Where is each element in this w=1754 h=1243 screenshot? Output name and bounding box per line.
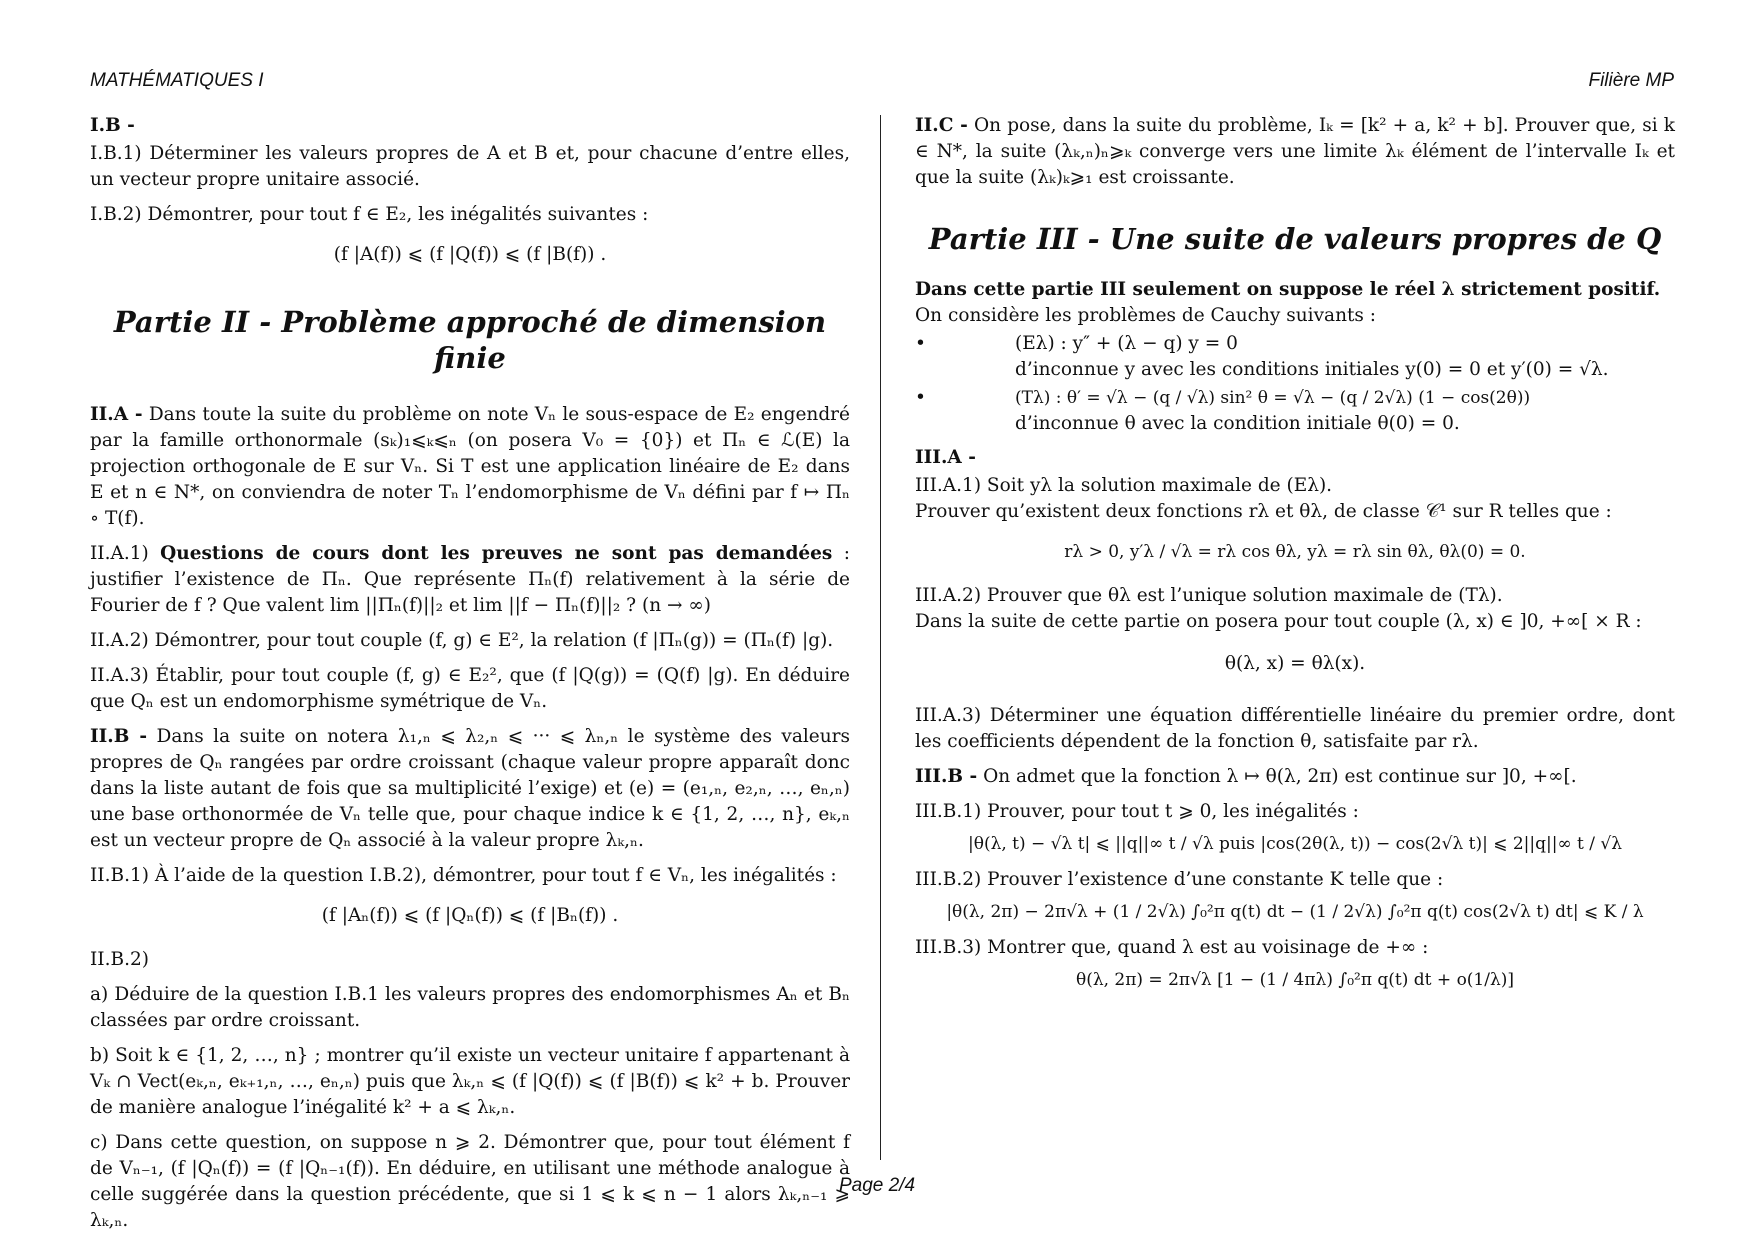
part-3-intro: On considère les problèmes de Cauchy suivants :	[915, 305, 1377, 326]
header-track: Filière MP	[1588, 70, 1674, 91]
page-number: Page 2/4	[838, 1175, 916, 1196]
bullet-marker: •	[915, 387, 926, 408]
section-iib-text: Dans la suite on notera λ₁,ₙ ⩽ λ₂,ₙ ⩽ ··· ⩽ λₙ,ₙ le système des valeurs propres de Qₙ rangées par ordre croissant (chaque valeur propre apparaît donc dans la liste autant de fois que sa multiplicité l’exige) et (e) = (e₁,ₙ, e₂,ₙ, …, eₙ,ₙ) une base orthonormée de Vₙ telle que, pour chaque indice k ∈ {1, 2, …, n}, eₖ,ₙ est un vecteur propre de Qₙ associé à la valeur propre λₖ,ₙ.	[90, 726, 850, 851]
question-iiib3: III.B.3) Montrer que, quand λ est au voisinage de +∞ :	[915, 937, 1429, 958]
section-iic-text: On pose, dans la suite du problème, Iₖ = [k² + a, k² + b]. Prouver que, si k ∈ N*, la suite (λₖ,ₙ)ₙ⩾ₖ converge vers une limite λₖ élément de l’intervalle Iₖ et que la suite (λₖ)ₖ⩾₁ est croissante.	[915, 115, 1675, 188]
question-iiia1: III.A.1) Soit yλ la solution maximale de (Eλ).	[915, 475, 1333, 496]
question-iib2c: c) Dans cette question, on suppose n ⩾ 2. Démontrer que, pour tout élément f de Vₙ₋₁, (f |Qₙ(f)) = (f |Qₙ₋₁(f)). En déduire, en utilisant une méthode analogue à celle suggérée dans la question précédente, que si 1 ⩽ k ⩽ n − 1 alors λₖ,ₙ₋₁ ⩾ λₖ,ₙ.	[90, 1132, 850, 1231]
question-iia2: II.A.2) Démontrer, pour tout couple (f, g) ∈ E², la relation (f |Πₙ(g)) = (Πₙ(f) |g).	[90, 630, 834, 651]
question-iiia2-body: Dans la suite de cette partie on posera pour tout couple (λ, x) ∈ ]0, +∞[ × R :	[915, 611, 1642, 632]
question-iia3: II.A.3) Établir, pour tout couple (f, g) ∈ E₂², que (f |Q(g)) = (Q(f) |g). En déduire que Qₙ est un endomorphisme symétrique de Vₙ.	[90, 665, 850, 712]
section-ib-heading: I.B -	[90, 115, 135, 136]
question-iib2: II.B.2)	[90, 949, 149, 970]
equation-iiib3: θ(λ, 2π) = 2π√λ [1 − (1 / 4πλ) ∫₀²π q(t) dt + o(1/λ)]	[1075, 970, 1515, 990]
cauchy-problem-e	[915, 331, 1675, 383]
section-iic	[915, 113, 1675, 191]
question-iia1-bold: Questions de cours dont les preuves ne sont pas demandées	[160, 543, 833, 564]
section-iib	[90, 724, 850, 854]
section-iib-heading: II.B -	[90, 726, 148, 747]
equation-iib1: (f |Aₙ(f)) ⩽ (f |Qₙ(f)) ⩽ (f |Bₙ(f)) .	[321, 905, 619, 926]
question-iia1-number: II.A.1)	[90, 543, 149, 564]
part-3-title: Partie III - Une suite de valeurs propres de Q	[928, 222, 1662, 256]
condition-e-lambda: d’inconnue y avec les conditions initiales y(0) = 0 et y′(0) = √λ.	[1015, 359, 1609, 380]
question-iia1	[90, 541, 850, 619]
section-iiib-text: On admet que la fonction λ ↦ θ(λ, 2π) est continue sur ]0, +∞[.	[983, 766, 1577, 787]
question-iib1: II.B.1) À l’aide de la question I.B.2), démontrer, pour tout f ∈ Vₙ, les inégalités :	[90, 865, 837, 886]
question-ib1: I.B.1) Déterminer les valeurs propres de A et B et, pour chacune d’entre elles, un vecteur propre unitaire associé.	[90, 143, 850, 190]
section-iia-text: Dans toute la suite du problème on note Vₙ le sous-espace de E₂ engendré par la famille orthonormale (sₖ)₁⩽ₖ⩽ₙ (on posera V₀ = {0}) et Πₙ ∈ ℒ(E) la projection orthogonale de E sur Vₙ. Si T est une application linéaire de E₂ dans E et n ∈ N*, on conviendra de noter Tₙ l’endomorphisme de Vₙ défini par f ↦ Πₙ ∘ T(f).	[90, 404, 850, 529]
header-subject: MATHÉMATIQUES I	[90, 70, 264, 91]
equation-iiib1: |θ(λ, t) − √λ t| ⩽ ||q||∞ t / √λ puis |cos(2θ(λ, t)) − cos(2√λ t)| ⩽ 2||q||∞ t / √λ	[967, 834, 1623, 854]
section-iia	[90, 402, 850, 532]
section-iiia-heading: III.A -	[915, 447, 976, 468]
section-iic-heading: II.C -	[915, 115, 968, 136]
question-iiib2: III.B.2) Prouver l’existence d’une constante K telle que :	[915, 869, 1444, 890]
right-column	[915, 113, 1675, 993]
question-iiib1: III.B.1) Prouver, pour tout t ⩾ 0, les inégalités :	[915, 801, 1359, 822]
left-column	[90, 113, 850, 1243]
question-iib2a: a) Déduire de la question I.B.1 les valeurs propres des endomorphismes Aₙ et Bₙ classées par ordre croissant.	[90, 984, 850, 1031]
question-iia1-text: : justifier l’existence de Πₙ. Que représente Πₙ(f) relativement à la série de Fourier de f ? Que valent lim ||Πₙ(f)||₂ et lim ||f − Πₙ(f)||₂ ? (n → ∞)	[90, 543, 850, 616]
bullet-marker: •	[915, 333, 926, 354]
part-3-assumption: Dans cette partie III seulement on suppose le réel λ strictement positif.	[915, 279, 1661, 300]
column-divider	[880, 115, 881, 1160]
part-2-title: Partie II - Problème approché de dimension finie	[113, 305, 827, 375]
equation-iiib2: |θ(λ, 2π) − 2π√λ + (1 / 2√λ) ∫₀²π q(t) dt − (1 / 2√λ) ∫₀²π q(t) cos(2√λ t) dt| ⩽ K / λ	[946, 902, 1644, 922]
section-iiib	[915, 764, 1675, 790]
equation-iiia2: θ(λ, x) = θλ(x).	[1224, 653, 1366, 674]
question-iiia2: III.A.2) Prouver que θλ est l’unique solution maximale de (Tλ).	[915, 585, 1503, 606]
question-iiia3: III.A.3) Déterminer une équation différentielle linéaire du premier ordre, dont les coefficients dépendent de la fonction θ, satisfaite par rλ.	[915, 705, 1675, 752]
question-iib2b: b) Soit k ∈ {1, 2, …, n} ; montrer qu’il existe un vecteur unitaire f appartenant à Vₖ ∩ Vect(eₖ,ₙ, eₖ₊₁,ₙ, …, eₙ,ₙ) puis que λₖ,ₙ ⩽ (f |Q(f)) ⩽ (f |B(f)) ⩽ k² + b. Prouver de manière analogue l’inégalité k² + a ⩽ λₖ,ₙ.	[90, 1045, 850, 1118]
equation-e-lambda: (Eλ) : y″ + (λ − q) y = 0	[1015, 333, 1238, 354]
condition-t-lambda: d’inconnue θ avec la condition initiale θ(0) = 0.	[1015, 413, 1460, 434]
cauchy-problem-t	[915, 385, 1675, 437]
question-ib2: I.B.2) Démontrer, pour tout f ∈ E₂, les inégalités suivantes :	[90, 204, 649, 225]
section-iiib-heading: III.B -	[915, 766, 978, 787]
equation-t-lambda: (Tλ) : θ′ = √λ − (q / √λ) sin² θ = √λ − (q / 2√λ) (1 − cos(2θ))	[1015, 388, 1531, 408]
equation-iiia1: rλ > 0, y′λ / √λ = rλ cos θλ, yλ = rλ sin θλ, θλ(0) = 0.	[1064, 542, 1526, 562]
section-iia-heading: II.A -	[90, 404, 143, 425]
equation-ib2: (f |A(f)) ⩽ (f |Q(f)) ⩽ (f |B(f)) .	[333, 244, 607, 265]
question-iiia1-body: Prouver qu’existent deux fonctions rλ et θλ, de classe 𝒞¹ sur R telles que :	[915, 501, 1612, 522]
